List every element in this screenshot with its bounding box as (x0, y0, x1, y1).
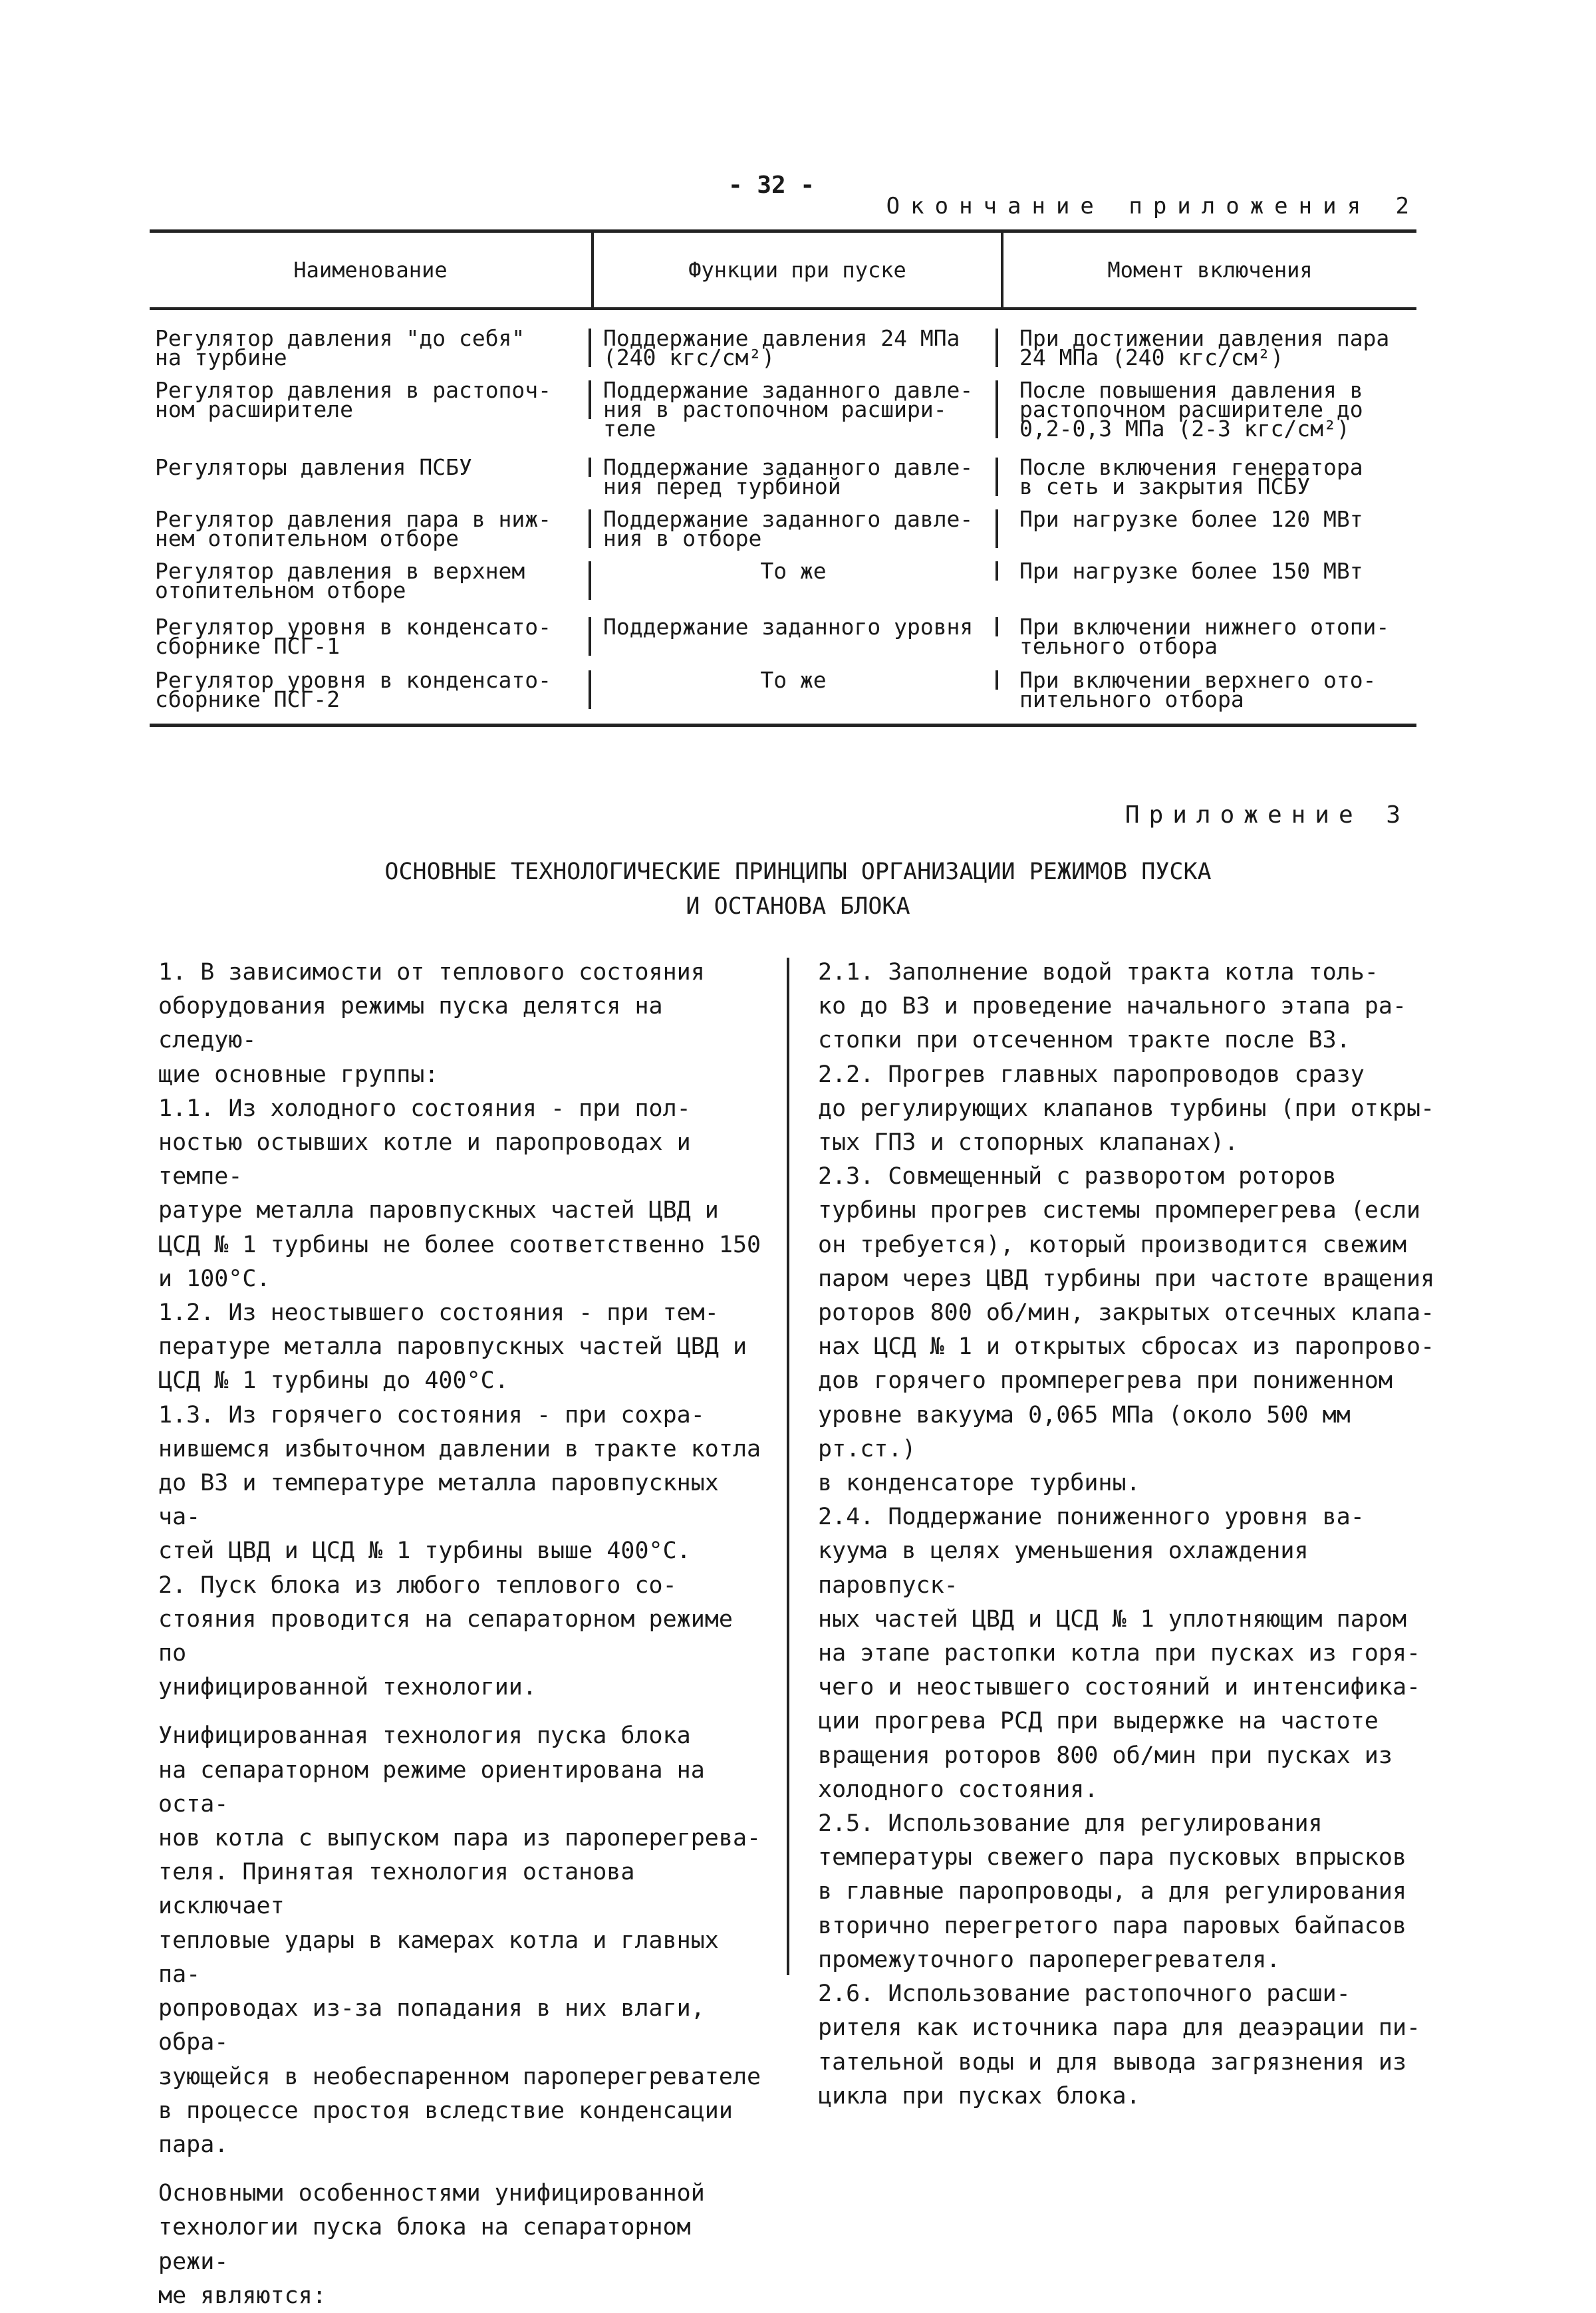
table-cell: Регулятор давления пара в ниж- нем отопительном отборе (150, 509, 591, 548)
table-header-row (150, 233, 1416, 310)
table-cell: То же (591, 670, 998, 690)
paragraph: 1.2. Из неостывшего состояния - при тем- пературе металла паровпускных частей ЦВД и ЦСД № 1 турбины до 400°С. (158, 1299, 747, 1395)
table-row (150, 454, 1416, 509)
regulators-table (150, 229, 1416, 727)
table-cell: Поддержание заданного давле- ния в растопочном расшири- теле (591, 380, 998, 438)
table-row (150, 377, 1416, 458)
table-cell: Регулятор уровня в конденсато- сборнике ПСГ-1 (150, 617, 591, 656)
header-moment: Момент включения (1107, 257, 1313, 283)
table-row (150, 506, 1416, 561)
table-cell: После включения генератора в сеть и закрытия ПСБУ (1019, 454, 1363, 499)
paragraph: 1.3. Из горячего состояния - при сохра- нившемся избыточном давлении в тракте котла до ВЗ и температуре металла паровпускных ча- стей ЦВД и ЦСД № 1 турбины выше 400°С. (158, 1401, 761, 1565)
table-cell: Регулятор давления "до себя" на турбине (150, 329, 591, 367)
table-row (150, 325, 1416, 380)
table-cell: Регулятор уровня в конденсато- сборнике ПСГ-2 (150, 670, 591, 709)
paragraph: 2.4. Поддержание пониженного уровня ва- куума в целях уменьшения охлаждения паровпуск- ных частей ЦВД и ЦСД № 1 уплотняющим паром на этапе растопки котла при пусках из горя- чего и неостывшего состояний и интенсифика- ции прогрева РСД при выдержке на частоте вращения роторов 800 об/мин при пусках из холодного состояния. (818, 1504, 1421, 1803)
table-row (150, 667, 1416, 720)
table-cell: При нагрузке более 150 МВт (1019, 558, 1363, 584)
section-title: ОСНОВНЫЕ ТЕХНОЛОГИЧЕСКИЕ ПРИНЦИПЫ ОРГАНИЗАЦИИ РЕЖИМОВ ПУСКА И ОСТАНОВА БЛОКА (384, 859, 1212, 920)
table-cell: Регулятор давления в растопоч- ном расширителе (150, 380, 591, 419)
table-row (150, 614, 1416, 670)
table-body (150, 310, 1416, 724)
table-cell: То же (591, 561, 998, 581)
left-column (158, 956, 770, 2313)
header-name: Наименование (150, 233, 594, 307)
table-row (150, 558, 1416, 617)
table-cell: Регулятор давления в верхнем отопительном отборе (150, 561, 591, 600)
header-functions: Функции при пуске (594, 233, 1003, 307)
table-cell: После повышения давления в растопочном расширителе до 0,2-0,3 МПа (2-3 кгс/см²) (1019, 377, 1363, 442)
paragraph: 2.3. Совмещенный с разворотом роторов турбины прогрев системы промперегрева (если он требуется), который производится свежим паром через ЦВД турбины при частоте вращения роторов 800 об/мин, закрытых отсечных клапа- нах ЦСД № 1 и открытых сбросах из паропрово- дов горячего промперегрева при пониженном уровне вакуума 0,065 МПа (около 500 мм рт.ст.) в конденсаторе турбины. (818, 1163, 1435, 1497)
paragraph: 2.1. Заполнение водой тракта котла толь- ко до ВЗ и проведение начального этапа ра- стопки при отсеченном тракте после ВЗ. (818, 959, 1407, 1054)
paragraph: 2. Пуск блока из любого теплового со- стояния проводится на сепараторном режиме по унифицированной технологии. (158, 1571, 733, 1701)
appendix-end-label: Окончание приложения 2 (886, 193, 1420, 219)
table-cell: При включении нижнего отопи- тельного отбора (1019, 614, 1390, 659)
table-cell: Поддержание заданного давле- ния в отборе (591, 509, 998, 548)
page-number: - 32 - (728, 172, 815, 199)
table-cell: Поддержание заданного давле- ния перед турбиной (591, 458, 998, 496)
table-cell: Регуляторы давления ПСБУ (150, 458, 591, 477)
table-cell: При достижении давления пара 24 МПа (240 кгс/см²) (1019, 325, 1390, 370)
table-cell: Поддержание давления 24 МПа (240 кгс/см²) (591, 329, 998, 367)
column-divider (787, 958, 789, 1975)
appendix-3-label: Приложение 3 (1125, 801, 1410, 829)
table-cell: Поддержание заданного уровня (591, 617, 998, 636)
paragraph: 2.2. Прогрев главных паропроводов сразу до регулирующих клапанов турбины (при откры- тых ГПЗ и стопорных клапанах). (818, 1061, 1435, 1156)
right-column (818, 956, 1443, 2113)
paragraph: 2.6. Использование растопочного расши- рителя как источника пара для деаэрации пи- тательной воды и для вывода загрязнения из цикла при пусках блока. (818, 1980, 1421, 2109)
paragraph: Унифицированная технология пуска блока на сепараторном режиме ориентирована на оста- нов котла с выпуском пара из пароперегрева- теля. Принятая технология останова исключает тепловые удары в камерах котла и главных па- ропроводах из-за попадания в них влаги, обра- зующейся в необеспаренном пароперегревателе в процессе простоя вследствие конденсации пара. (158, 1722, 761, 2158)
paragraph: 1.1. Из холодного состояния - при пол- ностью остывших котле и паропроводах и темпе- ратуре металла паровпускных частей ЦВД и ЦСД № 1 турбины не более соответственно 150 и 100°С. (158, 1095, 761, 1292)
table-cell: При нагрузке более 120 МВт (1019, 506, 1363, 532)
paragraph: 1. В зависимости от теплового состояния оборудования режимы пуска делятся на следую- щие основные группы: (158, 959, 705, 1088)
table-cell: При включении верхнего ото- пительного отбора (1019, 667, 1377, 712)
paragraph: Основными особенностями унифицированной технологии пуска блока на сепараторном режи- ме являются: (158, 2180, 705, 2309)
paragraph: 2.5. Использование для регулирования температуры свежего пара пусковых впрысков в главные паропроводы, а для регулирования вторично перегретого пара паровых байпасов промежуточного пароперегревателя. (818, 1810, 1407, 1973)
